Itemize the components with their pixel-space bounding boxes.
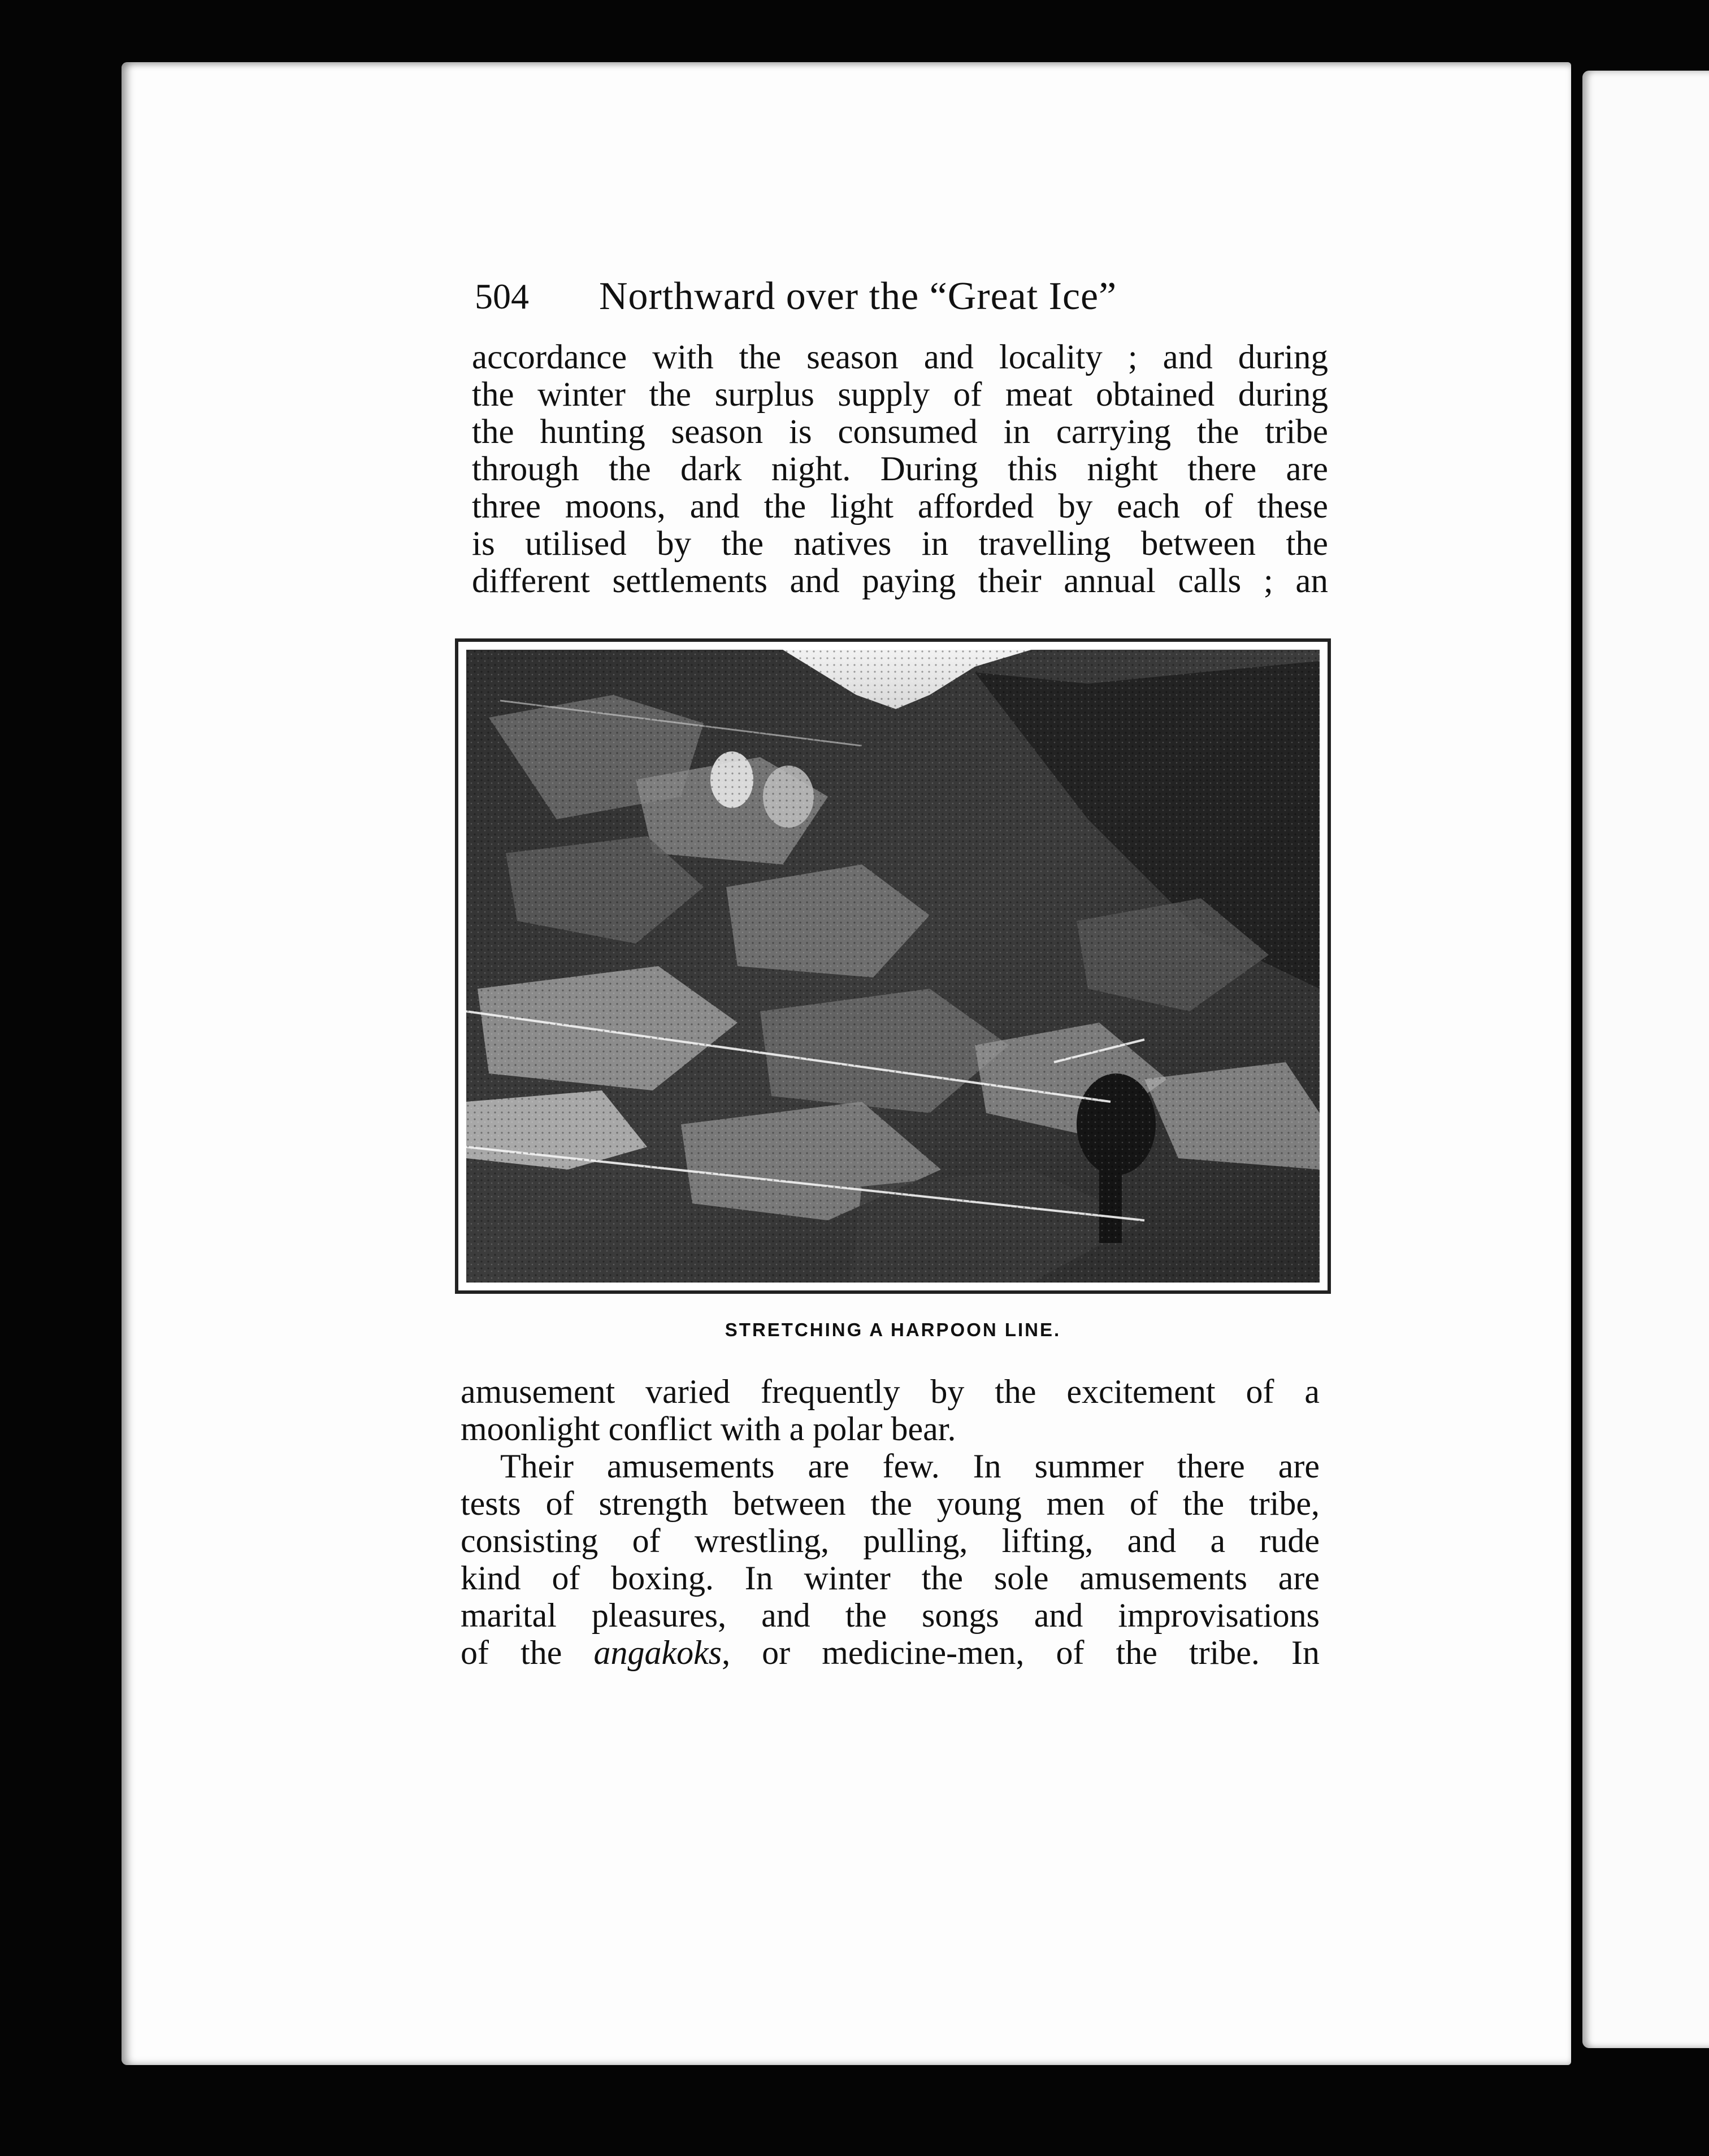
text-line: the hunting season is consumed in carrying the tribe: [472, 414, 1328, 451]
text-fragment: , or medicine-men, of the tribe. In: [722, 1634, 1320, 1671]
text-line: tests of strength between the young men of the tribe,: [461, 1485, 1320, 1522]
bottom-paragraphs: [461, 1373, 1320, 1671]
text-line: the winter the surplus supply of meat obtained during: [472, 376, 1328, 414]
text-line-last: [461, 1634, 1320, 1671]
top-paragraph: [472, 339, 1328, 600]
text-line: Their amusements are few. In summer there are: [500, 1448, 1320, 1485]
text-line: accordance with the season and locality ; and during: [472, 339, 1328, 376]
illustration-caption: STRETCHING A HARPOON LINE.: [725, 1319, 1061, 1340]
photograph-rocky-hillside: [466, 650, 1320, 1283]
text-line: marital pleasures, and the songs and improvisations: [461, 1597, 1320, 1634]
photograph-image: [466, 650, 1320, 1283]
text-fragment: of the: [461, 1634, 562, 1671]
running-title: Northward over the “Great Ice”: [599, 275, 1117, 318]
text-line: is utilised by the natives in travelling between the: [472, 525, 1328, 563]
text-line: kind of boxing. In winter the sole amusements are: [461, 1559, 1320, 1597]
facing-page-edge: [1582, 71, 1709, 2048]
italic-term: angakoks: [593, 1634, 722, 1671]
text-line: through the dark night. During this night there are: [472, 451, 1328, 488]
text-line: different settlements and paying their annual calls ; an: [472, 563, 1328, 600]
text-line: moonlight conflict with a polar bear.: [461, 1410, 956, 1448]
illustration-frame: [455, 638, 1331, 1294]
text-line: three moons, and the light afforded by each of these: [472, 488, 1328, 525]
text-line: consisting of wrestling, pulling, lifting, and a rude: [461, 1522, 1320, 1559]
text-line: amusement varied frequently by the excitement of a: [461, 1373, 1320, 1410]
page-number: 504: [475, 276, 529, 316]
running-header: [475, 266, 1334, 328]
